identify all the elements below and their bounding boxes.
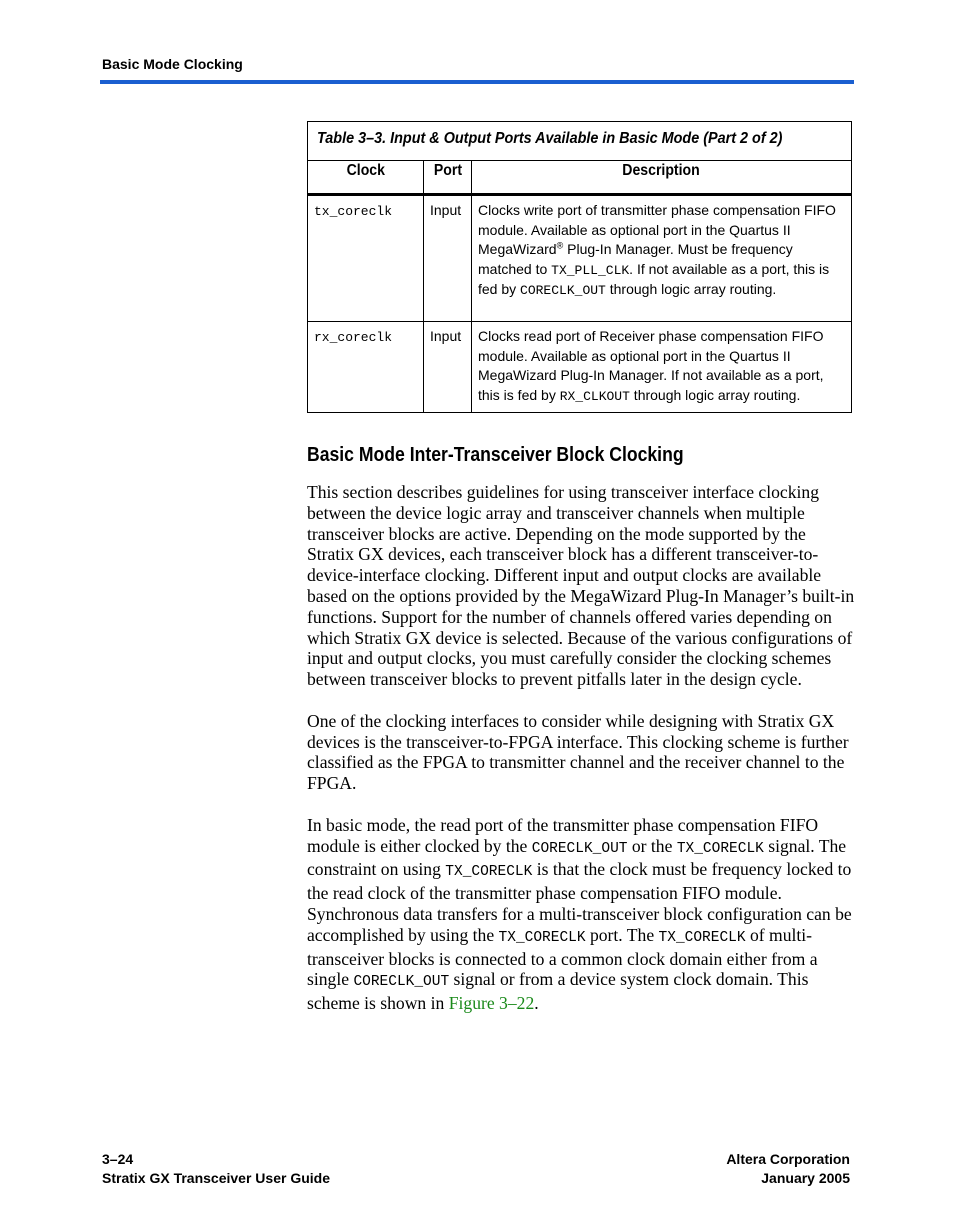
footer-right xyxy=(726,1150,850,1188)
footer-left xyxy=(102,1150,330,1188)
description-cell: Clocks read port of Receiver phase compensation FIFO module. Available as optional port in the Quartus II MegaWizard Plug-In Manager. If not available as a port, this is fed by RX_CLKOUT through logic array routing. xyxy=(472,322,852,413)
column-header-clock: Clock xyxy=(308,161,424,195)
table-row xyxy=(308,322,852,413)
paragraph: In basic mode, the read port of the transmitter phase compensation FIFO module is either clocked by the CORECLK_OUT or the TX_CORECLK signal. The constraint on using TX_CORECLK is that the clock must be frequency locked to the read clock of the transmitter phase compensation FIFO module. Synchronous data transfers for a multi-transceiver block configuration can be accomplished by using the TX_CORECLK port. The TX_CORECLK of multi-transceiver blocks is connected to a common clock domain either from a single CORECLK_OUT signal or from a device system clock domain. This scheme is shown in Figure 3–22. xyxy=(307,814,852,1014)
ports-table xyxy=(307,121,852,413)
section-heading: Basic Mode Inter-Transceiver Block Clocking xyxy=(307,444,684,466)
header-rule xyxy=(100,80,854,84)
running-header: Basic Mode Clocking xyxy=(102,56,243,72)
company-name: Altera Corporation xyxy=(726,1151,850,1167)
publication-date: January 2005 xyxy=(761,1170,850,1186)
figure-link[interactable]: Figure 3–22 xyxy=(448,993,535,1014)
clock-cell: rx_coreclk xyxy=(308,322,424,413)
body-text xyxy=(307,482,855,1035)
page-number: 3–24 xyxy=(102,1151,134,1167)
clock-cell: tx_coreclk xyxy=(308,195,424,322)
description-cell: Clocks write port of transmitter phase compensation FIFO module. Available as optional port in the Quartus II MegaWizard® Plug-In Manager. Must be frequency matched to TX_PLL_CLK. If not available as a port, this is fed by CORECLK_OUT through logic array routing. xyxy=(472,195,852,322)
port-cell: Input xyxy=(424,322,472,413)
guide-title: Stratix GX Transceiver User Guide xyxy=(102,1170,330,1186)
table-caption: Table 3–3. Input & Output Ports Available in Basic Mode (Part 2 of 2) xyxy=(317,130,783,147)
table-row xyxy=(308,195,852,322)
column-header-description: Description xyxy=(472,161,852,195)
paragraph: This section describes guidelines for using transceiver interface clocking between the device logic array and transceiver channels when multiple transceiver blocks are active. Depending on the mode supported by the Stratix GX devices, each transceiver block has a different transceiver-to-device-interface clocking. Different input and output clocks are available based on the options provided by the MegaWizard Plug-In Manager’s built-in functions. Support for the number of channels offered varies depending on which Stratix GX device is selected. Because of the various configurations of input and output clocks, you must carefully consider the clocking schemes between transceiver blocks to prevent pitfalls later in the design cycle. xyxy=(307,482,855,690)
column-header-port: Port xyxy=(424,161,472,195)
paragraph: One of the clocking interfaces to consider while designing with Stratix GX devices is the transceiver-to-FPGA interface. This clocking scheme is further classified as the FPGA to transmitter channel and the receiver channel to the FPGA. xyxy=(307,710,849,794)
port-cell: Input xyxy=(424,195,472,322)
